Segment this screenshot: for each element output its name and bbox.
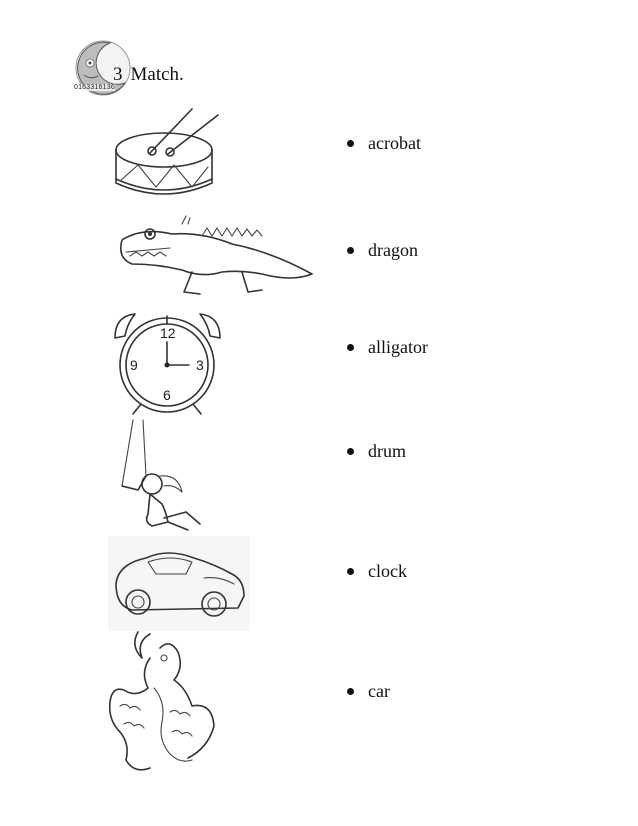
bullet-icon [347, 140, 354, 147]
word-label: dragon [368, 240, 418, 260]
word-label: acrobat [368, 133, 421, 153]
clock-number-6: 6 [163, 387, 171, 403]
word-label: clock [368, 561, 407, 581]
word-drum [347, 441, 406, 462]
clock-number-3: 3 [196, 357, 204, 373]
bullet-icon [347, 344, 354, 351]
clock-number-9: 9 [130, 357, 138, 373]
word-dragon [347, 240, 418, 261]
clock-number-12: 12 [160, 325, 176, 341]
word-label: car [368, 681, 390, 701]
exercise-instruction: Match. [130, 64, 184, 85]
car-icon [108, 536, 250, 631]
acrobat-icon [108, 418, 208, 533]
bullet-icon [347, 688, 354, 695]
word-label: drum [368, 441, 406, 461]
bullet-icon [347, 448, 354, 455]
bullet-icon [347, 568, 354, 575]
word-clock [347, 561, 407, 582]
word-car [347, 681, 390, 702]
exercise-number: 3 [113, 64, 123, 85]
bullet-icon [347, 247, 354, 254]
word-alligator [347, 337, 428, 358]
alligator-icon [112, 212, 317, 302]
logo-caption: 0163316136 [74, 84, 115, 91]
word-label: alligator [368, 337, 428, 357]
word-acrobat [347, 133, 421, 154]
dragon-icon [100, 628, 220, 778]
alarm-clock-icon [105, 308, 230, 418]
exercise-heading [113, 64, 184, 86]
drum-icon [108, 105, 228, 205]
